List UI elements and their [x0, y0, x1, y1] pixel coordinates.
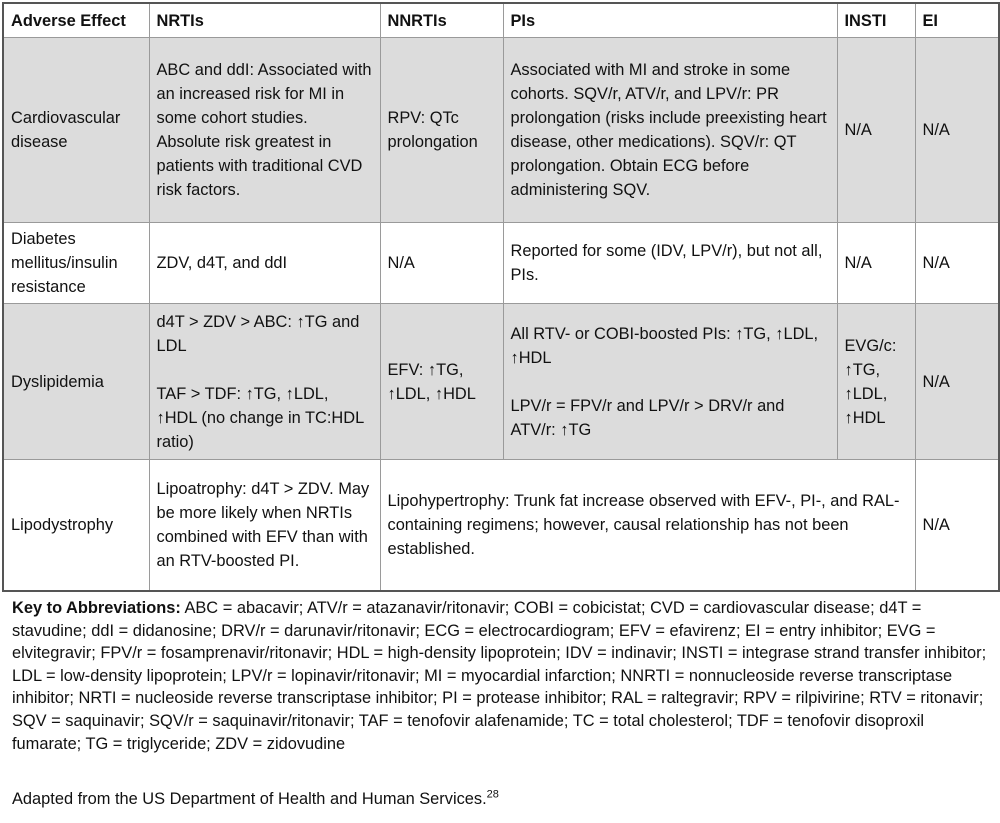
cell-ei: N/A: [915, 304, 999, 460]
abbreviations-key-text: ABC = abacavir; ATV/r = atazanavir/ritonavir; COBI = cobicistat; CVD = cardiovascular disease; d4T = stavudine; ddI = didanosine; DRV/r = darunavir/ritonavir; ECG = electrocardiogram; EFV = efavirenz; EI = entry inhibitor; EVG = elvitegravir; FPV/r = fosamprenavir/ritonavir; HDL = high-density lipoprotein; IDV = indinavir; INSTI = integrase strand transfer inhibitor; LDL = low-density lipoprotein; LPV/r = lopinavir/ritonavir; MI = myocardial infarction; NNRTI = nonnucleoside reverse transcriptase inhibitor; NRTI = nucleoside reverse transcriptase inhibitor; PI = protease inhibitor; RAL = raltegravir; RPV = rilpivirine; RTV = ritonavir; SQV = saquinavir; SQV/r = saquinavir/ritonavir; TAF = tenofovir alafenamide; TC = total cholesterol; TDF = tenofovir disoproxil fumarate; TG = triglyceride; ZDV = zidovudine: [12, 599, 987, 753]
header-insti: INSTI: [837, 3, 915, 38]
table-row-diabetes: [3, 223, 999, 304]
header-adverse-effect: Adverse Effect: [3, 3, 149, 38]
cell-nrti: Lipoatrophy: d4T > ZDV. May be more likely when NRTIs combined with EFV than with an RTV-boosted PI.: [149, 460, 380, 592]
cell-nrti: [149, 304, 380, 460]
cell-lipohypertrophy-span: Lipohypertrophy: Trunk fat increase observed with EFV-, PI-, and RAL-containing regimens; however, causal relationship has not been established.: [380, 460, 915, 592]
cell-ei: N/A: [915, 460, 999, 592]
cell-insti: N/A: [837, 223, 915, 304]
cell-nrti: ABC and ddI: Associated with an increased risk for MI in some cohort studies. Absolute risk greatest in patients with traditional CVD risk factors.: [149, 38, 380, 223]
cell-pi: Reported for some (IDV, LPV/r), but not all, PIs.: [503, 223, 837, 304]
nrti-paragraph-2: TAF > TDF: ↑TG, ↑LDL, ↑HDL (no change in TC:HDL ratio): [156, 384, 364, 451]
source-reference: 28: [486, 788, 499, 801]
pi-paragraph-2: LPV/r = FPV/r and LPV/r > DRV/r and ATV/r: ↑TG: [510, 396, 785, 439]
cell-insti: N/A: [837, 38, 915, 223]
cell-effect: Diabetes mellitus/insulin resistance: [3, 223, 149, 304]
header-nnrtis: NNRTIs: [380, 3, 503, 38]
nrti-paragraph-1: d4T > ZDV > ABC: ↑TG and LDL: [156, 312, 360, 355]
cell-nrti: ZDV, d4T, and ddI: [149, 223, 380, 304]
adverse-effects-table: [2, 2, 1000, 592]
cell-effect: Cardiovascular disease: [3, 38, 149, 223]
abbreviations-key: [12, 597, 990, 755]
table-row-lipodystrophy: [3, 460, 999, 592]
cell-insti: EVG/c: ↑TG, ↑LDL, ↑HDL: [837, 304, 915, 460]
cell-pi: Associated with MI and stroke in some cohorts. SQV/r, ATV/r, and LPV/r: PR prolongation (risks include preexisting heart disease, other medications). SQV/r: QT prolongation. Obtain ECG before administering SQV.: [503, 38, 837, 223]
table-row-dyslipidemia: [3, 304, 999, 460]
cell-nnrti: RPV: QTc prolongation: [380, 38, 503, 223]
cell-nnrti: EFV: ↑TG, ↑LDL, ↑HDL: [380, 304, 503, 460]
table-row-cardiovascular: [3, 38, 999, 223]
cell-pi: [503, 304, 837, 460]
abbreviations-key-label: Key to Abbreviations:: [12, 599, 181, 617]
cell-ei: N/A: [915, 223, 999, 304]
cell-effect: Lipodystrophy: [3, 460, 149, 592]
header-pis: PIs: [503, 3, 837, 38]
source-note-text: Adapted from the US Department of Health and Human Services.: [12, 790, 487, 808]
cell-effect: Dyslipidemia: [3, 304, 149, 460]
cell-nnrti: N/A: [380, 223, 503, 304]
pi-paragraph-1: All RTV- or COBI-boosted PIs: ↑TG, ↑LDL, ↑HDL: [510, 324, 819, 367]
cell-ei: N/A: [915, 38, 999, 223]
header-ei: EI: [915, 3, 999, 38]
header-nrtis: NRTIs: [149, 3, 380, 38]
header-row: [3, 3, 999, 38]
source-note: [12, 788, 990, 810]
